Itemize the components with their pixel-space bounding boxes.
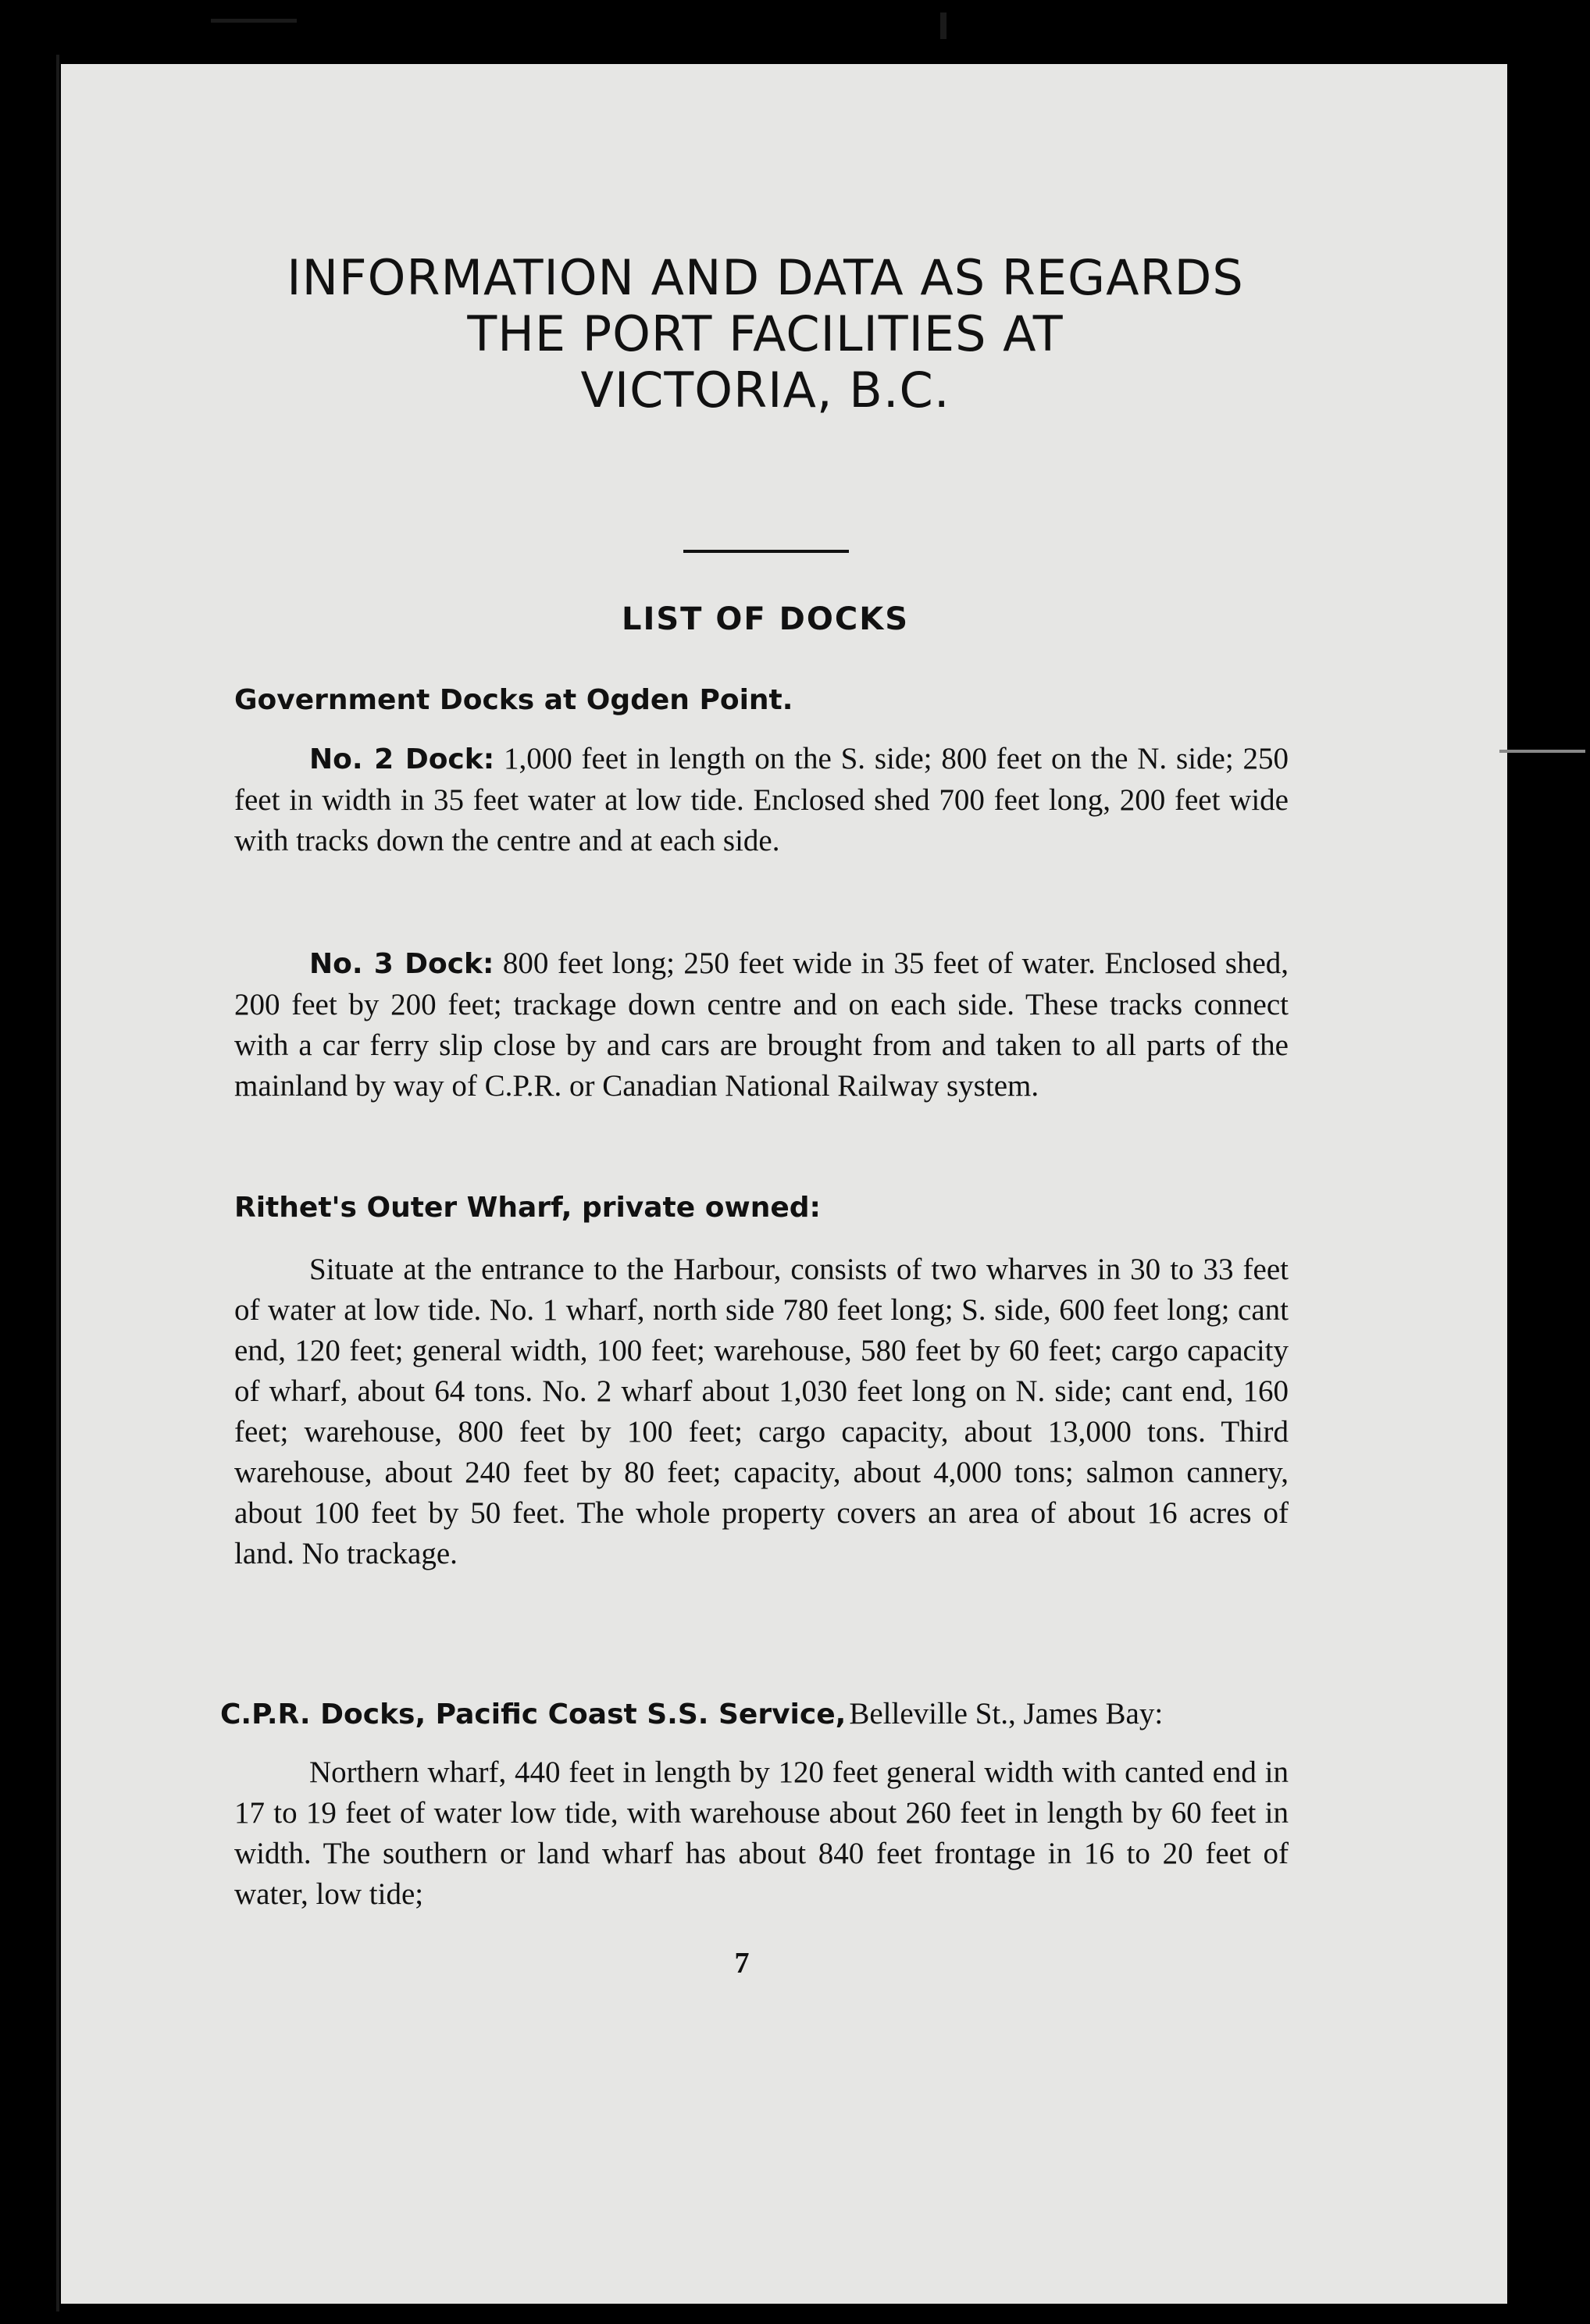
scan-mark: [940, 12, 947, 39]
section-heading-rithets-wharf: Rithet's Outer Wharf, private owned:: [234, 1192, 821, 1224]
list-heading: LIST OF DOCKS: [621, 601, 909, 637]
section-heading-cpr-docks: [220, 1696, 1298, 1731]
dock-2-paragraph: [234, 739, 1289, 861]
binding-edge: [56, 55, 59, 2312]
cpr-docks-heading-rest: Belleville St., James Bay:: [849, 1697, 1164, 1731]
scan-mark: [211, 19, 297, 23]
cpr-docks-paragraph: Northern wharf, 440 feet in length by 120 feet general width with canted end in 17 to 19 feet of water low tide, with warehouse about 260 feet in length by 60 feet in width. The southern or land wharf has about 840 feet frontage in 16 to 20 feet of water, low tide;: [234, 1755, 1289, 1911]
page-title: [102, 250, 1429, 419]
section-heading-government-docks: Government Docks at Ogden Point.: [234, 684, 793, 716]
dock-3-text: 800 feet long; 250 feet wide in 35 feet of water. Enclosed shed, 200 feet by 200 feet; trackage down centre and on each side. These tracks connect with a car ferry slip close by and cars are brought from and taken to all parts of the mainland by way of C.P.R. or Canadian National Railway system.: [234, 946, 1289, 1103]
page-number: 7: [734, 1947, 750, 1980]
title-line-3: VICTORIA, B.C.: [580, 362, 950, 419]
dock-3-label: No. 3 Dock:: [309, 948, 494, 980]
title-line-1: INFORMATION AND DATA AS REGARDS: [287, 249, 1244, 306]
cpr-docks-heading-bold: C.P.R. Docks, Pacific Coast S.S. Service,: [220, 1698, 847, 1731]
dock-2-label: No. 2 Dock:: [309, 743, 495, 775]
dock-2-text: 1,000 feet in length on the S. side; 800 feet on the N. side; 250 feet in width in 35 feet water at low tide. Enclosed shed 700 feet long, 200 feet wide with tracks down the centre and at each side.: [234, 742, 1289, 857]
rithets-wharf-paragraph: Situate at the entrance to the Harbour, consists of two wharves in 30 to 33 feet of water at low tide. No. 1 wharf, north side 780 feet long; S. side, 600 feet long; cant end, 120 feet; general width, 100 feet; warehouse, 580 feet by 60 feet; cargo capacity of wharf, about 64 tons. No. 2 wharf about 1,030 feet long on N. side; cant end, 160 feet; warehouse, 800 feet by 100 feet; cargo capacity, about 13,000 tons. Third warehouse, about 240 feet by 80 feet; capacity, about 4,000 tons; salmon cannery, about 100 feet by 50 feet. The whole property covers an area of about 16 acres of land. No trackage.: [234, 1253, 1289, 1570]
dock-3-paragraph: [234, 943, 1289, 1107]
title-line-2: THE PORT FACILITIES AT: [467, 305, 1064, 362]
divider-rule: [683, 550, 849, 553]
scan-mark: [1499, 750, 1585, 753]
